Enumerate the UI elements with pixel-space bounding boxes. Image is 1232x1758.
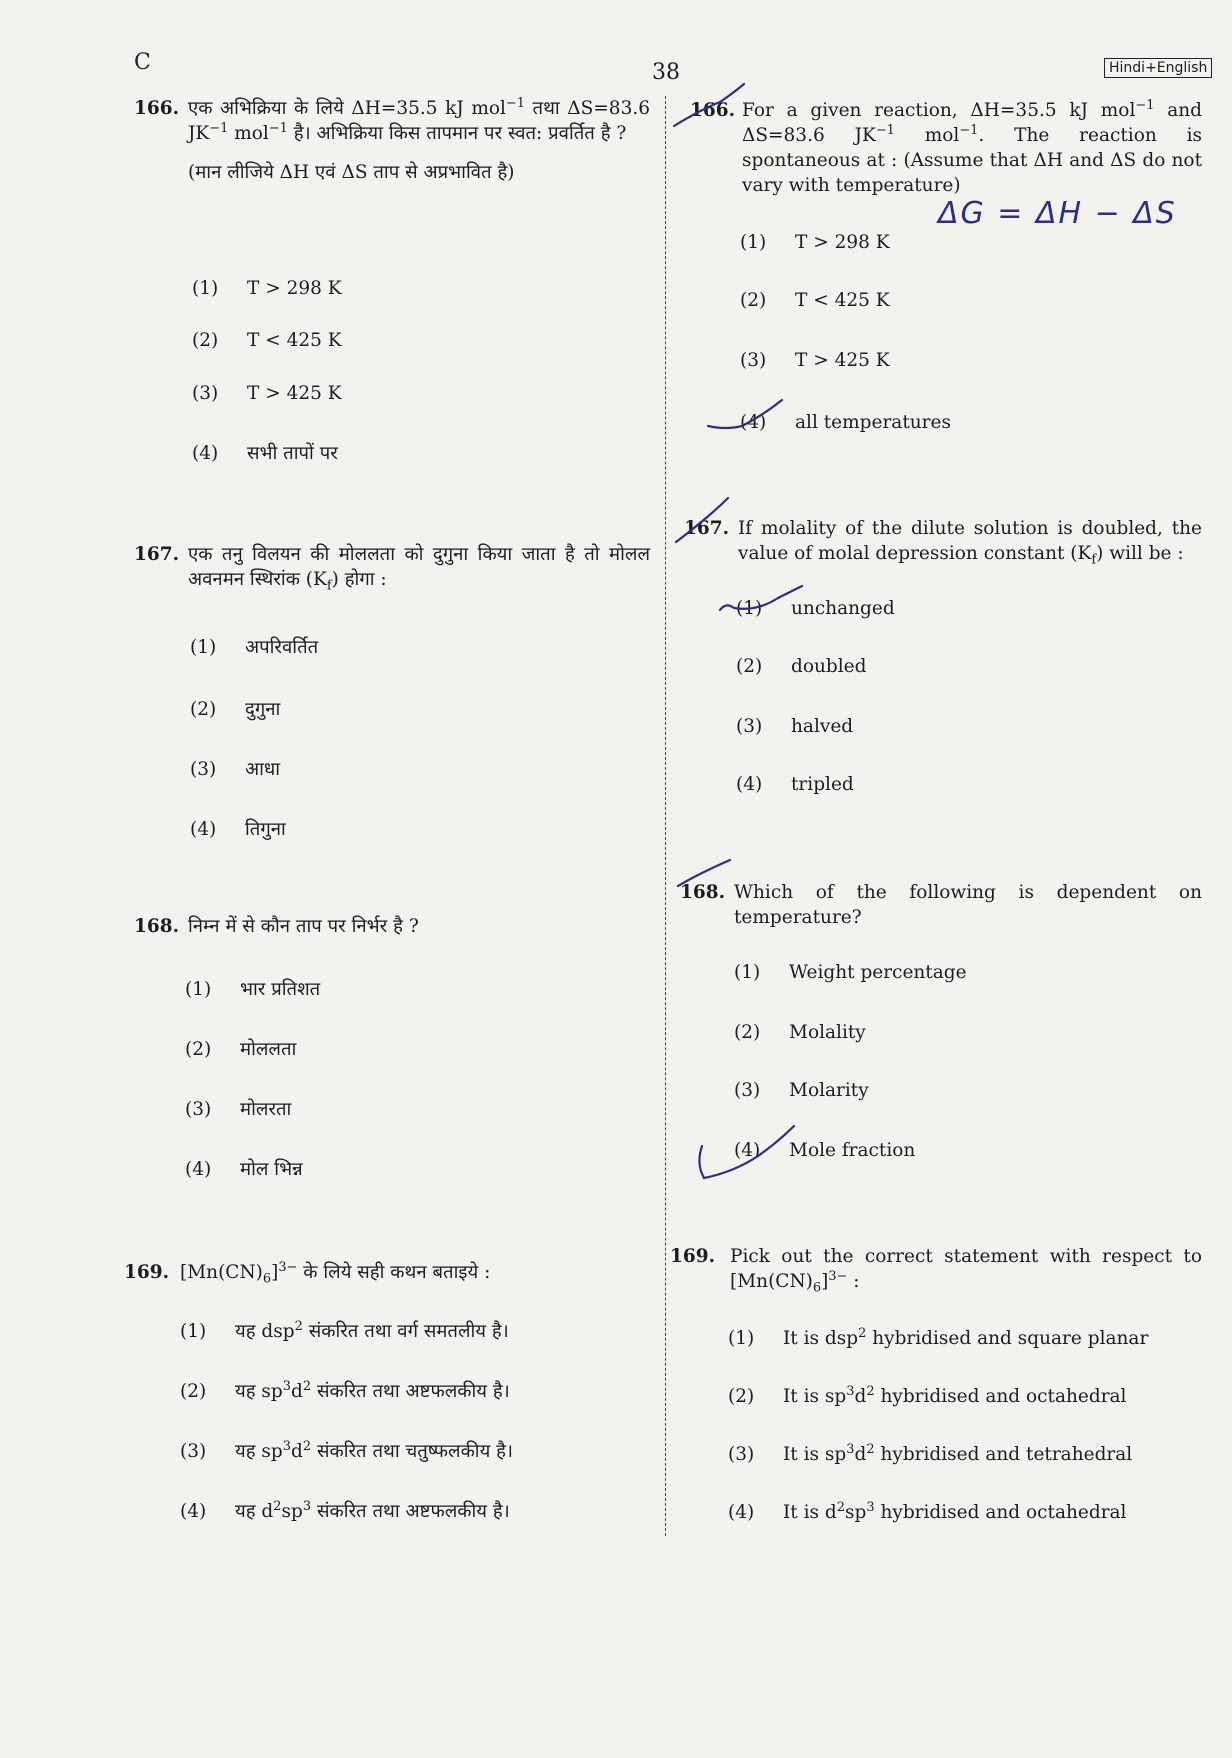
question-stem: If molality of the dilute solution is doubled, the value of molal depression constant $(K_f)$ will be : (738, 518, 1202, 568)
question-stem: Pick out the correct statement with respect to $[Mn(CN)_6]^{3-}$ : (730, 1246, 1202, 1296)
option-2: (2) Molality (734, 1022, 866, 1043)
option-4: (4) सभी तापों पर (192, 443, 338, 464)
question-number: 167. (134, 544, 180, 565)
booklet-code: C (134, 50, 151, 75)
option-2: (2) It is $sp^3d^2$ hybridised and octahedral (728, 1383, 1127, 1407)
option-2: (2) मोललता (185, 1039, 297, 1060)
question-167-hindi (134, 542, 650, 592)
option-2: (2) दुगुना (190, 699, 281, 720)
option-3: (3) यह $sp^3d^2$ संकरित तथा चतुष्फलकीय है। (180, 1438, 514, 1462)
question-169-english (670, 1244, 1202, 1294)
question-stem: एक तनु विलयन की मोललता को दुगुना किया जाता है तो मोलल अवनमन स्थिरांक $(K_f)$ होगा : (188, 544, 650, 594)
question-number: 169. (124, 1262, 170, 1283)
option-4: (4) It is $d^2sp^3$ hybridised and octahedral (728, 1499, 1127, 1523)
option-3: (3) halved (736, 716, 854, 737)
option-3: (3) आधा (190, 759, 281, 780)
option-2: (2) T < 425 K (740, 290, 890, 311)
question-number: 167. (684, 518, 730, 539)
question-stem: $[Mn(CN)_6]^{3-}$ के लिये सही कथन बताइये : (180, 1259, 491, 1287)
question-167-english (684, 516, 1202, 566)
question-number: 168. (680, 882, 726, 903)
option-3: (3) It is $sp^3d^2$ hybridised and tetrahedral (728, 1441, 1133, 1465)
question-166-english (690, 98, 1202, 198)
option-1: (1) भार प्रतिशत (185, 979, 321, 1000)
question-stem: For a given reaction, ΔH=35.5 kJ mol$^{-1}$ and ΔS=83.6 $JK^{-1}$ mol$^{-1}$. The reaction is spontaneous at : (Assume that ΔH and ΔS do not vary with temperature) (742, 97, 1202, 196)
option-2: (2) T < 425 K (192, 330, 342, 351)
question-stem: Which of the following is dependent on temperature? (734, 882, 1202, 928)
option-4: (4) तिगुना (190, 819, 286, 840)
option-3: (3) T > 425 K (740, 350, 890, 371)
question-168-english (680, 880, 1202, 930)
question-166-hindi (134, 96, 650, 185)
question-note: (मान लीजिये ΔH एवं ΔS ताप से अप्रभावित है) (188, 162, 515, 183)
option-2: (2) doubled (736, 656, 867, 677)
option-1: (1) unchanged (736, 598, 895, 619)
option-2: (2) यह $sp^3d^2$ संकरित तथा अष्टफलकीय है। (180, 1378, 510, 1402)
option-1: (1) Weight percentage (734, 962, 967, 983)
option-3: (3) मोलरता (185, 1099, 292, 1120)
question-stem: एक अभिक्रिया के लिये ΔH=35.5 kJ mol$^{-1}$ तथा ΔS=83.6 $JK^{-1}$ mol$^{-1}$ है। अभिक्रिया किस तापमान पर स्वत: प्रवर्तित है ? (188, 95, 650, 144)
column-divider (665, 96, 666, 1536)
option-1: (1) T > 298 K (192, 278, 342, 299)
language-badge: Hindi+English (1104, 58, 1212, 78)
option-3: (3) T > 425 K (192, 383, 342, 404)
option-4: (4) Mole fraction (734, 1140, 916, 1161)
question-stem: निम्न में से कौन ताप पर निर्भर है ? (188, 916, 419, 937)
option-1: (1) अपरिवर्तित (190, 637, 319, 658)
question-number: 166. (134, 98, 180, 119)
option-4: (4) all temperatures (740, 412, 951, 433)
option-4: (4) यह $d^2sp^3$ संकरित तथा अष्टफलकीय है। (180, 1498, 510, 1522)
option-1: (1) It is dsp$^2$ hybridised and square planar (728, 1325, 1149, 1349)
question-number: 166. (690, 100, 736, 121)
option-3: (3) Molarity (734, 1080, 869, 1101)
option-4: (4) tripled (736, 774, 854, 795)
question-168-hindi (134, 914, 650, 939)
option-1: (1) यह dsp$^2$ संकरित तथा वर्ग समतलीय है। (180, 1318, 509, 1342)
page-number: 38 (652, 60, 680, 85)
option-1: (1) T > 298 K (740, 232, 890, 253)
question-169-hindi (124, 1260, 650, 1285)
option-4: (4) मोल भिन्न (185, 1159, 303, 1180)
question-number: 169. (670, 1246, 716, 1267)
question-number: 168. (134, 916, 180, 937)
handwritten-formula: ΔG = ΔH − ΔS (938, 196, 1177, 231)
